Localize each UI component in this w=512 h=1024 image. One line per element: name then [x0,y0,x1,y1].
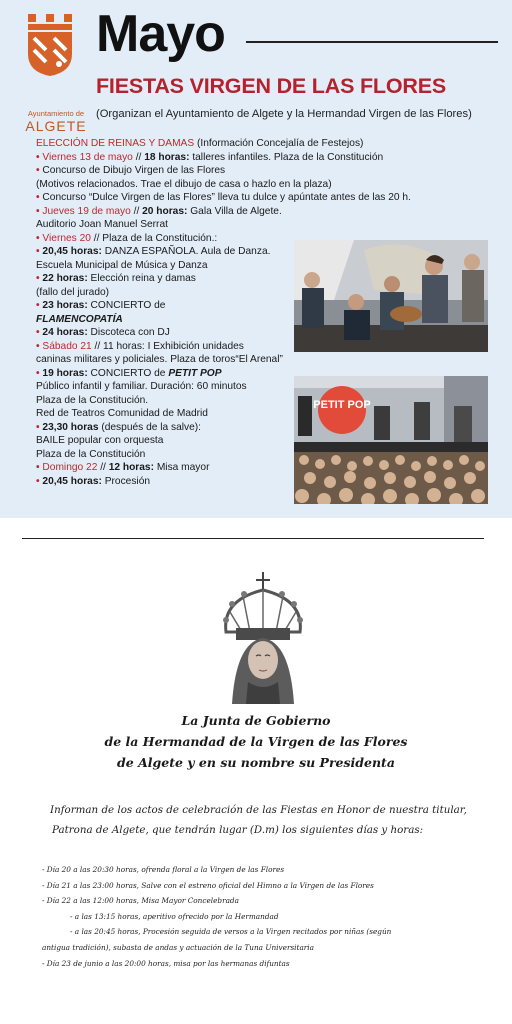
list-item: - Día 21 a las 23:00 horas, Salve con el estreno oficial del Himno a la Virgen de las Flores [42,880,374,890]
list-item: • 22 horas: Elección reina y damas [36,273,196,284]
list-item: - a las 20:45 horas, Procesión seguida de versos a la Virgen recitados por niñas (según [70,927,392,937]
list-item: Público infantil y familiar. Duración: 60 minutos [36,381,247,392]
list-item: Plaza de la Constitución [36,448,146,460]
list-item: Red de Teatros Comunidad de Madrid [36,408,208,419]
logo-line-1: Ayuntamiento de [27,109,85,118]
virgin-image [218,572,308,704]
list-item: Plaza de la Constitución. [36,394,149,406]
junta-heading [0,710,512,773]
list-item: • Viernes 13 de mayo // 18 horas: talleres infantiles. Plaza de la Constitución [36,151,384,163]
day-label: Jueves 19 de mayo [42,205,131,217]
list-item: - a las 13:15 horas, aperitivo ofrecido por la Hermandad [70,911,279,921]
day-label: Viernes 13 de mayo [42,151,133,163]
list-item: • Jueves 19 de mayo // 20 horas: Gala Villa de Algete. [36,205,282,217]
list-item: • 24 horas: Discoteca con DJ [36,327,170,338]
organizers-subtitle: (Organizan el Ayuntamiento de Algete y la Hermandad Virgen de las Flores) [96,108,472,120]
list-item: • 23,30 horas (después de la salve): [36,421,201,433]
list-item: • Sábado 21 // 11 horas: I Exhibición unidades [36,340,244,352]
crowned-virgin-icon [218,572,308,704]
list-item: Escuela Municipal de Música y Danza [36,259,208,271]
band-name: FLAMENCOPATÍA [36,313,123,325]
logo-line-2: ALGETE [25,118,87,134]
eleccion-note: (Información Concejalía de Festejos) [194,138,364,149]
list-item: • Domingo 22 // 12 horas: Misa mayor [36,462,210,473]
list-item: caninas militares y policiales. Plaza de toros“El Arenal” [36,354,283,365]
list-item: antigua tradición), subasta de andas y actuación de la Tuna Universitaria [42,942,314,952]
month-title: Mayo [96,5,225,63]
eleccion-heading [36,137,506,151]
list-item: - Día 20 a las 20:30 horas, ofrenda floral a la Virgen de las Flores [42,865,285,874]
acts-list [42,862,482,971]
title-rule [246,41,498,43]
list-item: • 20,45 horas: Procesión [36,475,151,487]
list-item: • 20,45 horas: DANZA ESPAÑOLA. Aula de Danza. [36,246,271,257]
list-item: Auditorio Joan Manuel Serrat [36,219,168,230]
petit-pop-sign: PETIT POP [313,399,371,411]
band-name: PETIT POP [168,367,222,379]
list-item: • 19 horas: CONCIERTO de PETIT POP [36,367,222,379]
flamenco-band-photo [294,240,488,352]
list-item: • Viernes 20 // Plaza de la Constitución.: [36,232,218,244]
list-item: • Concurso de Dibujo Virgen de las Flores [36,165,226,176]
coat-of-arms-icon [26,14,74,76]
informan-line-1: Informan de los actos de celebración de las Fiestas en Honor de nuestra titular, [50,804,467,816]
list-item: • 23 horas: CONCIERTO de [36,300,166,311]
eleccion-title: ELECCIÓN DE REINAS Y DAMAS [36,138,195,149]
day-label: Domingo 22 [42,462,98,473]
day-label: Viernes 20 [42,232,91,244]
list-item: (fallo del jurado) [36,286,110,298]
junta-line-3: de Algete y en su nombre su Presidenta [117,755,395,770]
section-divider [22,538,484,539]
list-item: - Día 23 de junio a las 20:00 horas, misa por las hermanas difuntas [42,958,290,968]
junta-line-1: La Junta de Gobierno [181,713,331,728]
festival-title: FIESTAS VIRGEN DE LAS FLORES [96,74,446,98]
informan-line-2: Patrona de Algete, que tendrán lugar (D.m) los siguientes días y horas: [52,824,424,836]
list-item: BAILE popular con orquesta [36,435,164,446]
day-label: Sábado 21 [42,340,92,352]
list-item: - Día 22 a las 12:00 horas, Misa Mayor Concelebrada [42,896,239,906]
list-item: • Concurso “Dulce Virgen de las Flores” lleva tu dulce y apúntate antes de las 20 h. [36,192,411,203]
informan-paragraph [50,800,490,840]
junta-line-2: de la Hermandad de la Virgen de las Flores [104,734,408,749]
list-item: (Motivos relacionados. Trae el dibujo de casa o hazlo en la plaza) [36,178,332,190]
petit-pop-concert-photo [294,376,488,504]
